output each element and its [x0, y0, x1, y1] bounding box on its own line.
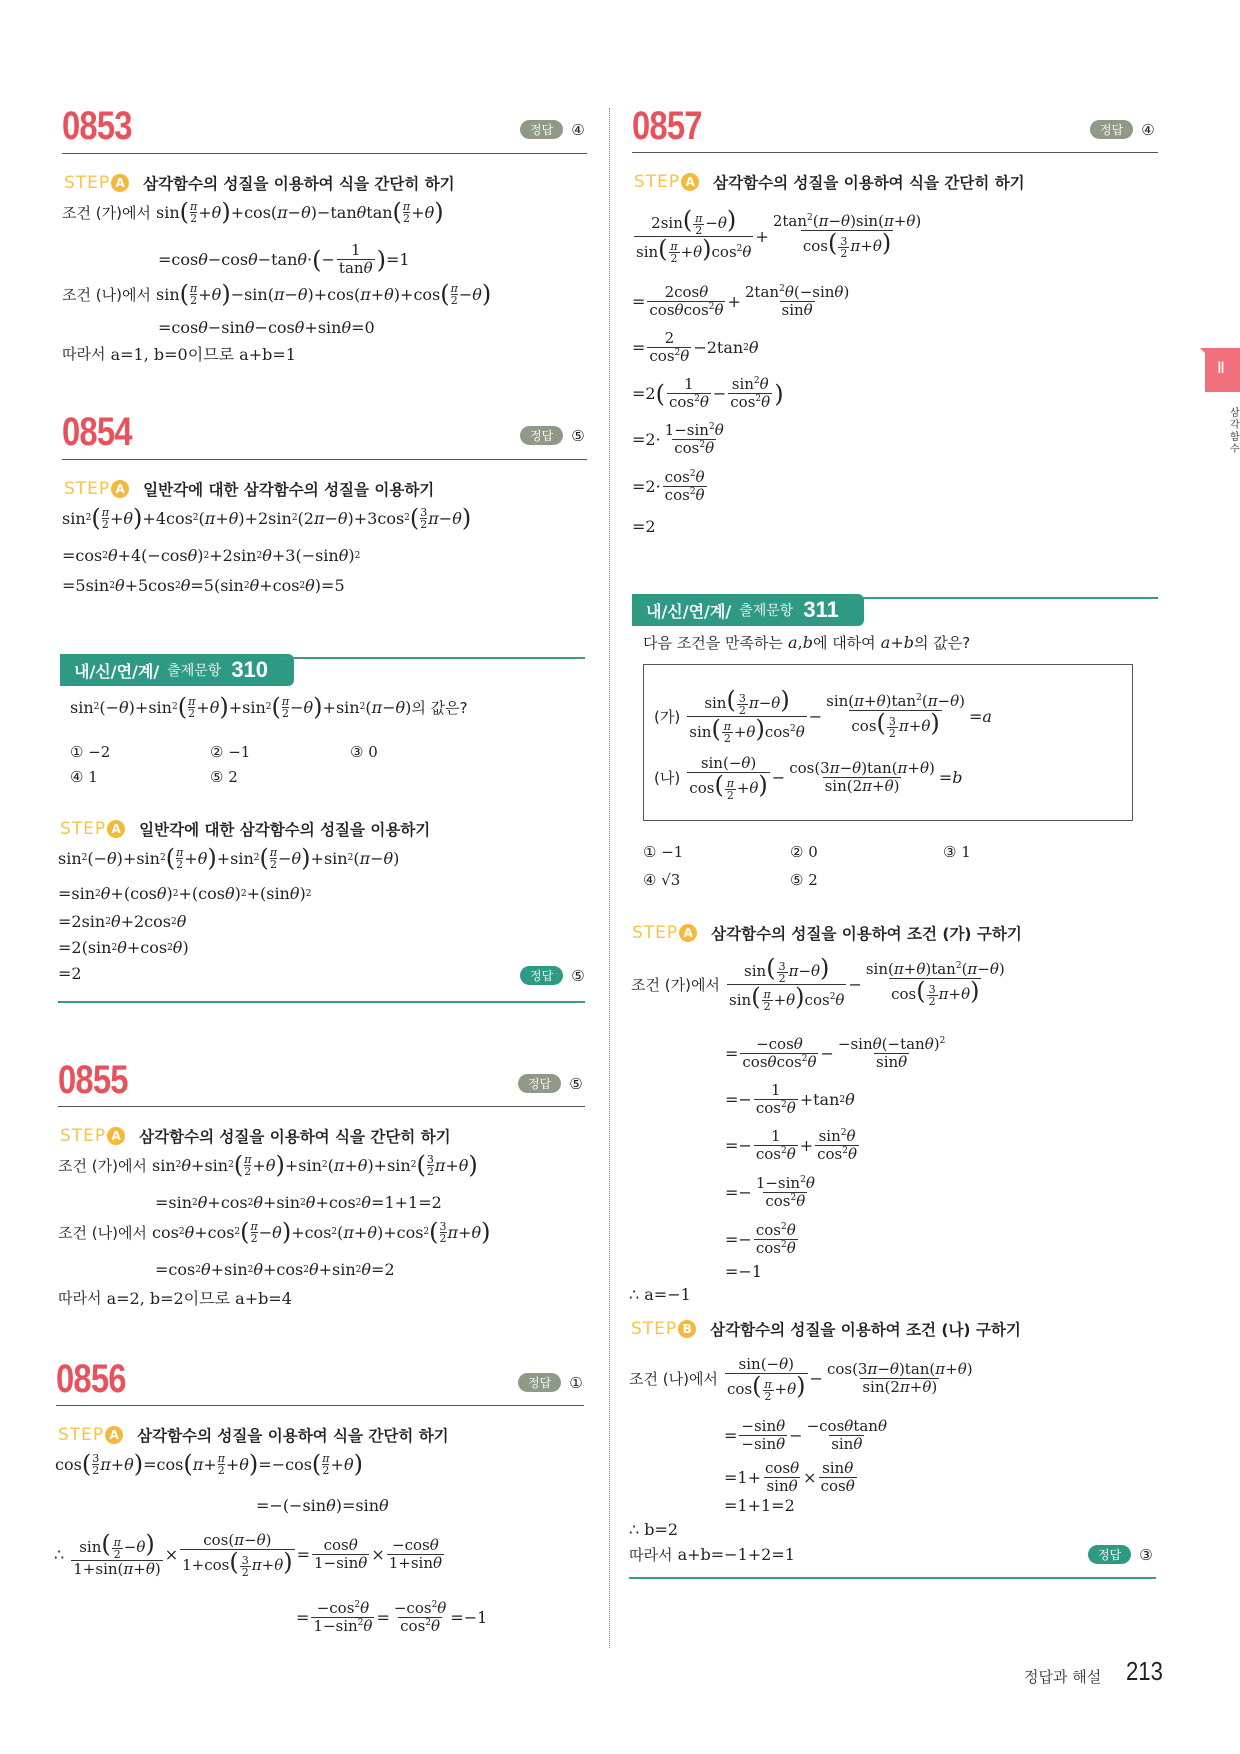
answer-value: ① [569, 1373, 583, 1392]
math-line: =2· $\cos^2\theta$ $\cos^2\theta$ [632, 468, 705, 505]
step-letter-badge: A [679, 924, 697, 942]
conclusion-prefix: 따라서 [58, 1289, 102, 1307]
answer-pill: 정답 [518, 1074, 561, 1093]
math-line: =− 1 $\cos^2\theta$ +tan 2 θ [725, 1081, 855, 1118]
answer-pill: 정답 [520, 426, 563, 445]
math-line: 조건 (가)에서 sin( $\frac{3}{2}$ π−θ) sin( $\frac{\pi}{2}$ $+\theta)\cos^2\theta$ − $\sin(\pi+\theta)\tan^2(\pi-\theta)$ cos( $\frac{3}{2}$ π+θ) [631, 954, 1005, 1013]
step-label: STEP [64, 173, 111, 193]
answer-indicator [518, 1373, 583, 1392]
math-line: =cos θ −sin θ −cos θ +sin θ =0 [158, 318, 375, 337]
answer-indicator [520, 426, 585, 445]
problem-number: 0855 [58, 1058, 128, 1102]
tag-sub: 출제문항 [739, 603, 794, 619]
step-letter-badge: A [107, 820, 125, 838]
condition-label: 조건 (나)에서 [629, 1370, 718, 1389]
choice-2[interactable]: ② 0 [790, 843, 818, 861]
side-tab-vertical-text: 삼각함수 [1230, 408, 1240, 455]
page-number: 213 [1126, 1656, 1163, 1686]
math-line: =1+ cosθ sinθ × sinθ cosθ [724, 1459, 855, 1496]
answer-pill: 정답 [520, 966, 563, 985]
step-title: 삼각함수의 성질을 이용하여 식을 간단히 하기 [713, 174, 1025, 192]
tag-number: 310 [231, 657, 269, 682]
math-line: =− $\cos^2\theta$ $\cos^2\theta$ [725, 1221, 796, 1258]
math-line: =− $1-\sin^2\theta$ $\cos^2\theta$ [725, 1174, 815, 1211]
math-line: =sin 2 θ +cos 2 θ +sin 2 θ +cos 2 θ =1+1=2 [155, 1193, 442, 1212]
math-line: =2 ( 1 $\cos^2\theta$ − $\sin^2\theta$ $\cos^2\theta$ ) [632, 375, 784, 412]
conclusion-text: a=1, b=0이므로 a+b=1 [110, 345, 296, 364]
condition-ga: (가) sin( $\frac{3}{2}$ π−θ) sin( $\frac{\pi}{2}$ $+\theta)\cos^2\theta$ − $\sin(\pi+\theta)\tan^2(\pi-\theta)$ cos( $\frac{3}{2}$ π+θ) = a [654, 686, 992, 745]
answer-pill: 정답 [520, 120, 563, 139]
step-heading [634, 171, 1025, 193]
answer-value: ③ [1139, 1545, 1153, 1564]
question: 다음 조건을 만족하는 a , b 에 대하여 a + b 의 값은? [643, 633, 971, 652]
section-rule [56, 1405, 584, 1406]
choice-3[interactable]: ③ 1 [943, 843, 971, 861]
step-title: 삼각함수의 성질을 이용하여 식을 간단히 하기 [137, 1427, 449, 1445]
answer-indicator [1088, 1545, 1153, 1564]
math-line: sin 2 (− θ )+sin 2 ( π 2 + θ ) +sin 2 ( π 2 − θ ) +sin 2 ( π − θ ) [58, 844, 400, 872]
tag-main: 내/신/연/계/ [646, 601, 732, 621]
step-title: 삼각함수의 성질을 이용하여 식을 간단히 하기 [143, 175, 455, 193]
question-prefix: 다음 조건을 만족하는 [643, 634, 783, 652]
question-mid: 에 대하여 [812, 634, 876, 652]
math-line: =cos 2 θ +4(−cos θ ) 2 +2sin 2 θ +3(−sin θ ) 2 [62, 546, 361, 565]
condition-label: 조건 (나)에서 [62, 285, 151, 304]
math-line: = $-\cos^2\theta$ $1-\sin^2\theta$ = $-\cos^2\theta$ $\cos^2\theta$ =−1 [296, 1599, 488, 1636]
step-letter-badge: A [111, 174, 129, 192]
answer-indicator [520, 120, 585, 139]
answer-pill: 정답 [518, 1373, 561, 1392]
choice-2[interactable]: ② −1 [210, 743, 251, 761]
answer-indicator [520, 966, 585, 985]
result: ∴ a=−1 [629, 1285, 691, 1304]
step-label: STEP [60, 819, 107, 839]
choice-1[interactable]: ① −2 [70, 743, 111, 761]
tag-main: 내/신/연/계/ [74, 661, 160, 681]
math-line: =2· $1-\sin^2\theta$ $\cos^2\theta$ [632, 421, 724, 458]
condition-label: (나) [654, 769, 681, 788]
math-line: 조건 (나)에서 sin ( π 2 + θ ) −sin( π − θ )+cos( π + θ )+cos ( π 2 − θ ) [62, 280, 492, 308]
step-heading [60, 818, 430, 840]
condition-label: 조건 (가)에서 [62, 203, 151, 222]
math-line: =sin 2 θ +(cos θ ) 2 +(cos θ ) 2 +(sin θ ) 2 [58, 884, 312, 903]
math-line: 조건 (가)에서 sin 2 θ +sin 2 ( π 2 + θ ) +sin 2 ( π + θ )+sin 2 ( 3 2 π + θ ) [58, 1151, 478, 1179]
step-label: STEP [64, 479, 111, 499]
section-rule [62, 459, 587, 460]
answer-value: ⑤ [569, 1074, 583, 1093]
result: ∴ b=2 [629, 1520, 679, 1539]
tag-rule [850, 597, 1158, 599]
problem-number: 0854 [62, 410, 132, 454]
math-line: =1+1=2 [724, 1496, 795, 1515]
answer-value: ⑤ [571, 966, 585, 985]
answer-indicator [518, 1074, 583, 1093]
step-heading [58, 1424, 449, 1446]
step-letter-badge: B [678, 1320, 696, 1338]
math-line: =− 1 $\cos^2\theta$ + $\sin^2\theta$ $\cos^2\theta$ [725, 1127, 858, 1164]
conclusion [62, 342, 296, 365]
question: sin 2 (− θ )+sin 2 ( π 2 + θ ) +sin 2 ( π 2 − θ ) +sin 2 ( π − θ ) 의 값은? [70, 693, 468, 721]
choice-4[interactable]: ④ √3 [643, 871, 681, 889]
math-line: =5sin 2 θ +5cos 2 θ =5(sin 2 θ +cos 2 θ )=5 [62, 576, 345, 595]
section-rule [632, 152, 1158, 153]
conclusion-text: a=2, b=2이므로 a+b=4 [106, 1289, 292, 1308]
section-rule [58, 1106, 585, 1107]
step-heading [60, 1125, 451, 1147]
math-line: 조건 (나)에서 cos 2 θ +cos 2 ( π 2 − θ ) +cos 2 ( π + θ )+cos 2 ( 3 2 π + θ ) [58, 1218, 491, 1246]
math-line: =−1 [725, 1262, 762, 1281]
math-line: 조건 (가)에서 sin ( π 2 + θ ) +cos( π − θ )−tan θ tan ( π 2 + θ ) [62, 198, 444, 226]
step-label: STEP [58, 1425, 105, 1445]
footer-label: 정답과 해설 [1024, 1668, 1102, 1686]
math-line: = 2 $\cos^2\theta$ −2tan 2 θ [632, 329, 759, 366]
step-title: 삼각함수의 성질을 이용하여 조건 (가) 구하기 [711, 925, 1022, 943]
condition-label: (가) [654, 707, 681, 726]
condition-na: (나) sin(−θ) cos( $\frac{\pi}{2}$ +θ) − cos(3π−θ)tan(π+θ) sin(2π+θ) = b [654, 754, 963, 802]
tag-rule [280, 657, 585, 659]
answer-value: ④ [1141, 120, 1155, 139]
math-line: sin 2 ( π 2 + θ ) +4cos 2 ( π + θ )+2sin 2 (2 π − θ )+3cos 2 ( 3 2 π − θ ) [62, 504, 472, 532]
math-line: =2sin 2 θ +2cos 2 θ [58, 912, 187, 931]
step-letter-badge: A [111, 480, 129, 498]
answer-pill: 정답 [1088, 1545, 1131, 1564]
choice-3[interactable]: ③ 0 [350, 743, 378, 761]
step-letter-badge: A [105, 1426, 123, 1444]
step-title: 삼각함수의 성질을 이용하여 조건 (나) 구하기 [710, 1321, 1021, 1339]
conclusion-prefix: 따라서 [629, 1546, 673, 1564]
step-title: 일반각에 대한 삼각함수의 성질을 이용하기 [139, 821, 431, 839]
linked-problem-tag [60, 654, 294, 686]
condition-label: 조건 (가)에서 [58, 1156, 147, 1175]
section-rule [629, 1577, 1156, 1579]
math-line: 2sin( $\frac{\pi}{2}$ −θ) sin( $\frac{\pi}{2}$ $+\theta)\cos^2\theta$ + $2\tan^2(\pi-\theta)\sin(\pi+\theta)$ cos( $\frac{3}{2}$ π+θ) [636, 206, 922, 265]
answer-pill: 정답 [1090, 120, 1133, 139]
side-tab-label: Ⅱ [1217, 358, 1225, 377]
math-line: cos ( 3 2 π + θ ) =cos ( π + π 2 + θ ) =−cos ( π 2 + θ ) [55, 1450, 363, 1478]
chapter-side-tab[interactable] [1205, 348, 1240, 392]
problem-number: 0856 [56, 1357, 126, 1401]
problem-number: 0857 [632, 104, 702, 148]
step-letter-badge: A [681, 173, 699, 191]
math-line: =−(−sin θ )=sin θ [256, 1496, 389, 1515]
step-heading [631, 1318, 1021, 1340]
step-label: STEP [634, 172, 681, 192]
step-heading [632, 922, 1022, 944]
answer-value: ④ [571, 120, 585, 139]
conclusion-prefix: 따라서 [62, 345, 106, 363]
conclusion [58, 1286, 292, 1309]
step-heading [64, 478, 434, 500]
choice-5[interactable]: ⑤ 2 [210, 768, 238, 786]
math-line: =cos 2 θ +sin 2 θ +cos 2 θ +sin 2 θ =2 [155, 1260, 395, 1279]
condition-label: 조건 (가)에서 [631, 975, 720, 994]
column-divider [609, 108, 610, 1648]
condition-label: 조건 (나)에서 [58, 1223, 147, 1242]
step-heading [64, 172, 455, 194]
step-letter-badge: A [107, 1127, 125, 1145]
math-line: 조건 (나)에서 sin(−θ) cos( $\frac{\pi}{2}$ +θ) − cos(3π−θ)tan(π+θ) sin(2π+θ) [629, 1355, 973, 1403]
step-title: 삼각함수의 성질을 이용하여 식을 간단히 하기 [139, 1128, 451, 1146]
math-line: =2 [632, 517, 656, 536]
problem-number: 0853 [62, 104, 132, 148]
math-line: = 2cosθ cosθcos$^2$θ + $2\tan^2\theta(-\sin\theta)$ sinθ [632, 283, 850, 320]
tag-sub: 출제문항 [167, 663, 222, 679]
math-line: ∴ sin( $\frac{\pi}{2}$ −θ) 1+sin(π+θ) × cos(π−θ) 1+cos( $\frac{3}{2}$ π+θ) = cosθ 1−sinθ × −cosθ 1+sinθ [54, 1530, 443, 1579]
math-line: = −sinθ −sinθ − −cosθtanθ sinθ [724, 1417, 887, 1454]
step-label: STEP [631, 1319, 678, 1339]
math-line: =2(sin 2 θ +cos 2 θ ) [58, 938, 189, 957]
conclusion-text: a+b=−1+2=1 [677, 1545, 795, 1564]
linked-problem-tag [632, 594, 864, 626]
math-line: = −cosθ cosθcos$^2$θ − $-\sin\theta(-\tan\theta)^2$ sinθ [725, 1035, 946, 1072]
section-rule [62, 153, 587, 154]
math-line: =cos θ −cos θ −tan θ · ( − 1 tanθ ) =1 [158, 241, 410, 278]
choice-5[interactable]: ⑤ 2 [790, 871, 818, 889]
choice-1[interactable]: ① −1 [643, 843, 684, 861]
choice-4[interactable]: ④ 1 [70, 768, 98, 786]
answer-value: ⑤ [571, 426, 585, 445]
step-title: 일반각에 대한 삼각함수의 성질을 이용하기 [143, 481, 435, 499]
step-label: STEP [632, 923, 679, 943]
math-line: =2 [58, 964, 82, 983]
answer-indicator [1090, 120, 1155, 139]
question-suffix: 의 값은? [913, 634, 971, 652]
step-label: STEP [60, 1126, 107, 1146]
question-suffix: 의 값은? [411, 698, 468, 717]
tag-number: 311 [803, 597, 839, 622]
section-rule [58, 1001, 585, 1003]
conclusion [629, 1544, 795, 1565]
